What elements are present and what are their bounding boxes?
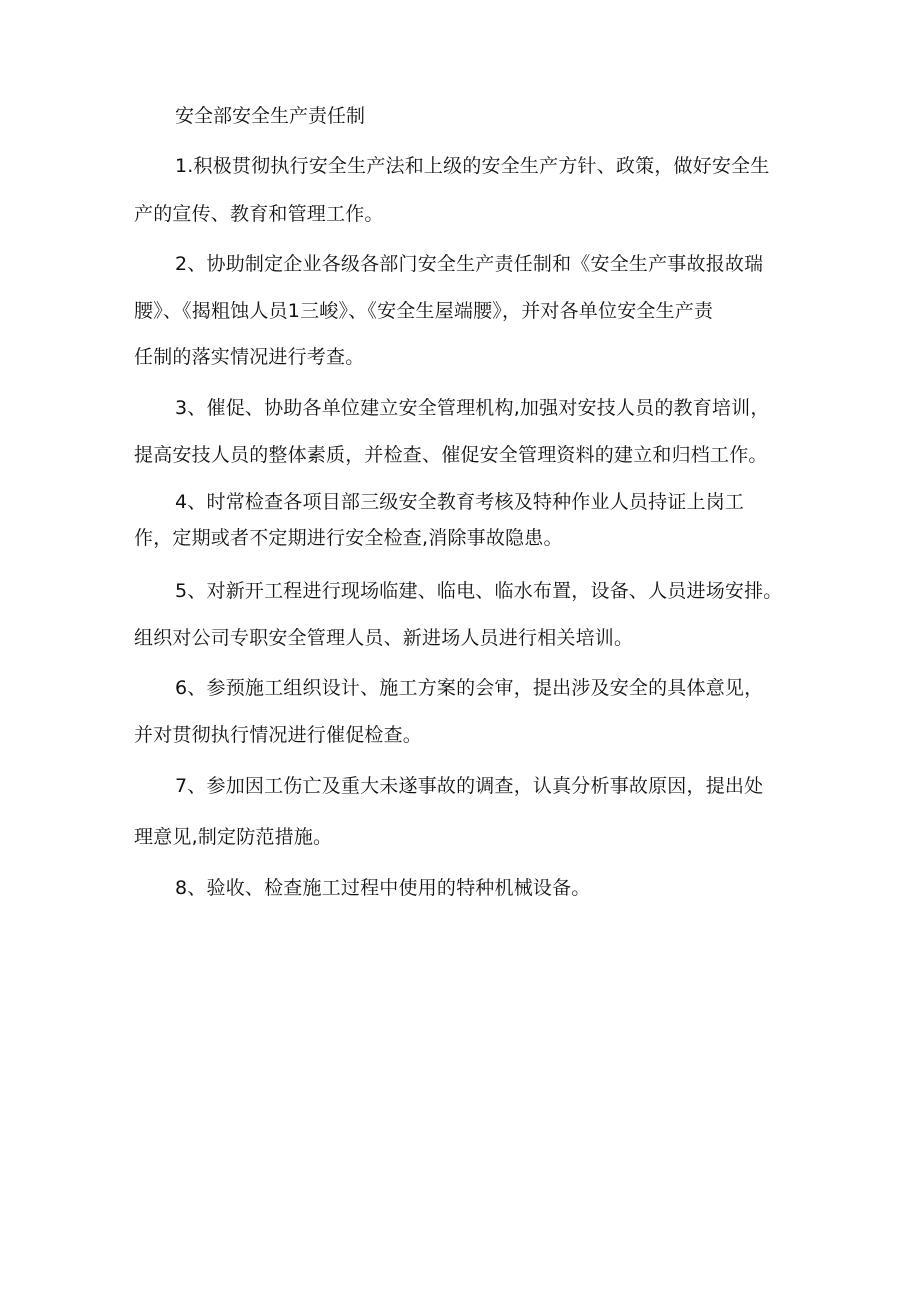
paragraph-7-line-2: 理意见,制定防范措施。 <box>134 826 333 848</box>
paragraph-7-line-1: 7、参加因工伤亡及重大未遂事故的调查，认真分析事故原因，提出处 <box>175 775 764 797</box>
paragraph-6-line-1: 6、参预施工组织设计、施工方案的会审，提出涉及安全的具体意见， <box>175 677 764 699</box>
paragraph-2-line-1: 2、协助制定企业各级各部门安全生产责任制和《安全生产事故报故瑞 <box>175 253 764 275</box>
paragraph-4-line-1: 4、时常检查各项目部三级安全教育考核及特种作业人员持证上岗工 <box>175 491 745 513</box>
paragraph-3-line-1: 3、催促、协助各单位建立安全管理机构,加强对安技人员的教育培训， <box>175 397 770 419</box>
paragraph-4-line-2: 作，定期或者不定期进行安全检查,消除事故隐患。 <box>134 527 563 549</box>
paragraph-2-line-3: 任制的落实情况进行考查。 <box>134 346 365 368</box>
paragraph-5-line-2: 组织对公司专职安全管理人员、新进场人员进行相关培训。 <box>134 627 634 649</box>
document-title: 安全部安全生产责任制 <box>175 105 366 127</box>
paragraph-3-line-2: 提高安技人员的整体素质，并检查、催促安全管理资料的建立和归档工作。 <box>134 444 768 466</box>
paragraph-6-line-2: 并对贯彻执行情况进行催促检查。 <box>134 724 423 746</box>
paragraph-8-line-1: 8、验收、检查施工过程中使用的特种机械设备。 <box>175 877 591 899</box>
paragraph-2-line-2: 腰》、《揭粗蚀人员1三峻》、《安全生屋端腰》，并对各单位安全生产责 <box>134 300 714 322</box>
paragraph-1-line-2: 产的宣传、教育和管理工作。 <box>134 203 384 225</box>
paragraph-5-line-1: 5、对新开工程进行现场临建、临电、临水布置，设备、人员进场安排。 <box>175 580 783 602</box>
paragraph-1-line-1: 1.积极贯彻执行安全生产法和上级的安全生产方针、政策，做好安全生 <box>175 155 770 177</box>
